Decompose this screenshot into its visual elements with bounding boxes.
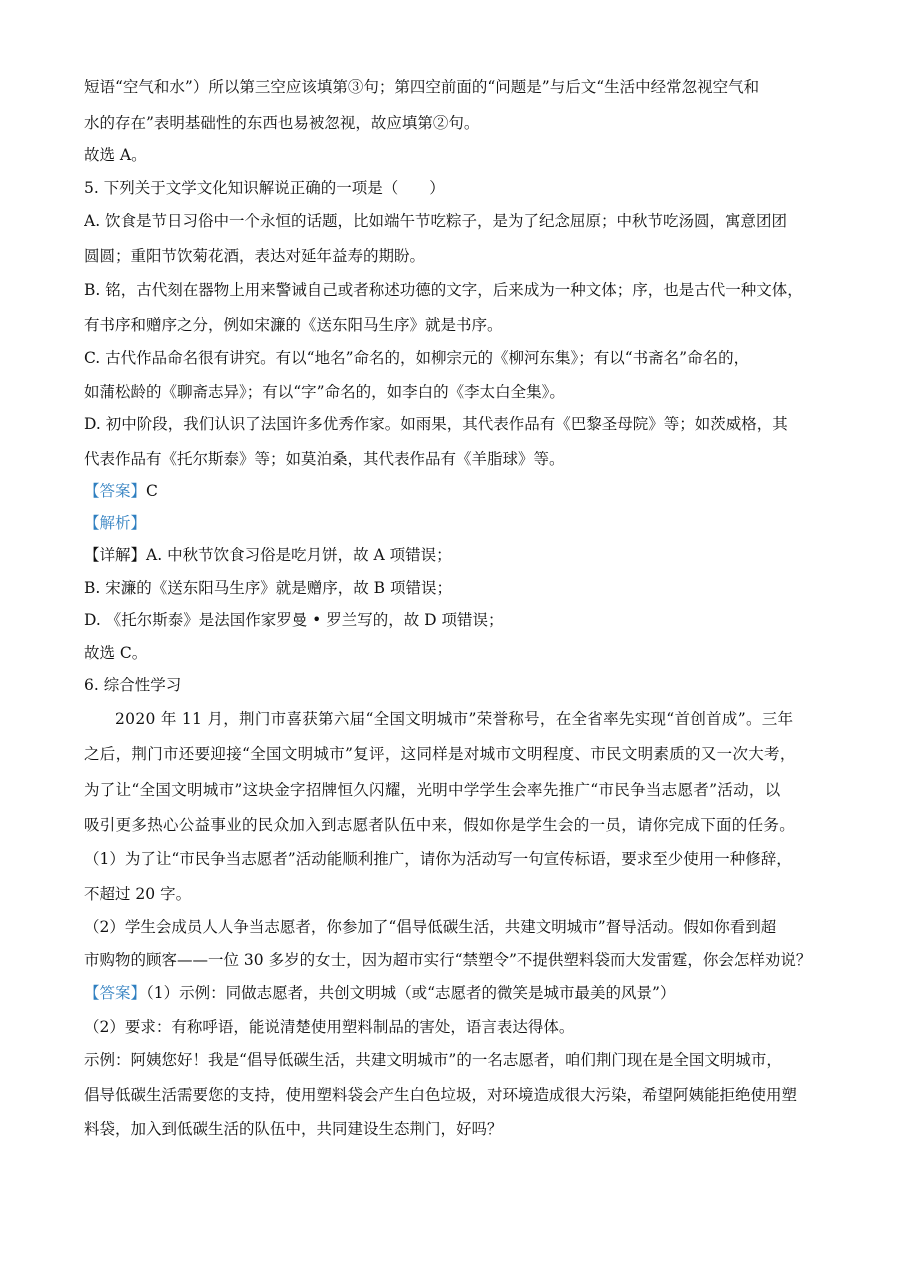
question-5-stem: 5. 下列关于文学文化知识解说正确的一项是（ ） <box>84 179 445 197</box>
answer-line <box>84 983 844 1003</box>
detail-line: D. 《托尔斯泰》是法国作家罗曼 • 罗兰写的，故 D 项错误； <box>84 611 504 629</box>
option-b-line: B. 铭，古代刻在器物上用来警诫自己或者称述功德的文字，后来成为一种文体；序，也是古代一种文体， <box>84 281 803 299</box>
analysis-line <box>84 513 844 533</box>
example-line: 示例：阿姨您好！我是“倡导低碳生活，共建文明城市”的一名志愿者，咱们荆门现在是全国文明城市， <box>84 1051 782 1069</box>
task-2-line: 市购物的顾客——一位 30 多岁的女士，因为超市实行“禁塑令”不提供塑料袋而大发雷霆，你会怎样劝说？ <box>84 951 812 969</box>
analysis-tag: 【解析】 <box>84 514 147 532</box>
option-d-line: D. 初中阶段，我们认识了法国许多优秀作家。如雨果，其代表作品有《巴黎圣母院》等；如茨威格，其 <box>84 415 788 433</box>
option-a-line: A. 饮食是节日习俗中一个永恒的话题，比如端午节吃粽子，是为了纪念屈原；中秋节吃汤圆，寓意团团 <box>84 212 788 230</box>
detail-tag: 【详解】 <box>84 546 147 564</box>
task-2-line: （2）学生会成员人人争当志愿者，你参加了“倡导低碳生活，共建文明城市”督导活动。假如你看到超 <box>84 918 777 936</box>
example-line: 料袋，加入到低碳生活的队伍中，共同建设生态荆门，好吗？ <box>84 1120 503 1138</box>
answer-line <box>84 481 844 501</box>
question-6-title: 6. 综合性学习 <box>84 676 182 694</box>
option-b-line: 有书序和赠序之分，例如宋濂的《送东阳马生序》就是书序。 <box>84 316 503 334</box>
passage-line: 吸引更多热心公益事业的民众加入到志愿者队伍中来，假如你是学生会的一员，请你完成下面的任务。 <box>84 816 796 834</box>
passage-line: 之后，荆门市还要迎接“全国文明城市”复评，这同样是对城市文明程度、市民文明素质的又一次大考， <box>84 745 796 763</box>
detail-line <box>84 545 844 565</box>
paragraph-line: 短语“空气和水”）所以第三空应该填第③句；第四空前面的“问题是”与后文“生活中经常忽视空气和 <box>84 78 760 96</box>
option-c-line: 如蒲松龄的《聊斋志异》；有以“字”命名的，如李白的《李太白全集》。 <box>84 383 565 401</box>
task-1-line: 不超过 20 字。 <box>84 885 192 903</box>
detail-line: B. 宋濂的《送东阳马生序》就是赠序，故 B 项错误； <box>84 579 452 597</box>
answer-text: （1）示例：同做志愿者，共创文明城（或“志愿者的微笑是城市最美的风景”） <box>146 984 676 1002</box>
answer-line: （2）要求：有称呼语，能说清楚使用塑料制品的害处，语言表达得体。 <box>84 1018 575 1036</box>
detail-text: A. 中秋节饮食习俗是吃月饼，故 A 项错误； <box>146 546 452 564</box>
option-d-line: 代表作品有《托尔斯泰》等；如莫泊桑，其代表作品有《羊脂球》等。 <box>84 450 565 468</box>
conclusion-line: 故选 A。 <box>84 146 147 164</box>
option-c-line: C. 古代作品命名很有讲究。有以“地名”命名的，如柳宗元的《柳河东集》；有以“书斋名”命名的， <box>84 349 750 367</box>
answer-tag: 【答案】 <box>84 482 147 500</box>
passage-line: 为了让“全国文明城市”这块金字招牌恒久闪耀，光明中学学生会率先推广“市民争当志愿者”活动，以 <box>84 781 781 799</box>
paragraph-line: 水的存在”表明基础性的东西也易被忽视，故应填第②句。 <box>84 114 480 132</box>
option-a-line: 圆圆；重阳节饮菊花酒，表达对延年益寿的期盼。 <box>84 247 426 265</box>
conclusion-line: 故选 C。 <box>84 644 148 662</box>
task-1-line: （1）为了让“市民争当志愿者”活动能顺利推广，请你为活动写一句宣传标语，要求至少使用一种修辞， <box>84 850 792 868</box>
example-line: 倡导低碳生活需要您的支持，使用塑料袋会产生白色垃圾，对环境造成很大污染，希望阿姨能拒绝使用塑 <box>84 1086 798 1104</box>
answer-value: C <box>146 482 158 500</box>
answer-tag: 【答案】 <box>84 984 147 1002</box>
passage-line: 2020 年 11 月，荆门市喜获第六届“全国文明城市”荣誉称号，在全省率先实现“首创首成”。三年 <box>115 710 794 728</box>
